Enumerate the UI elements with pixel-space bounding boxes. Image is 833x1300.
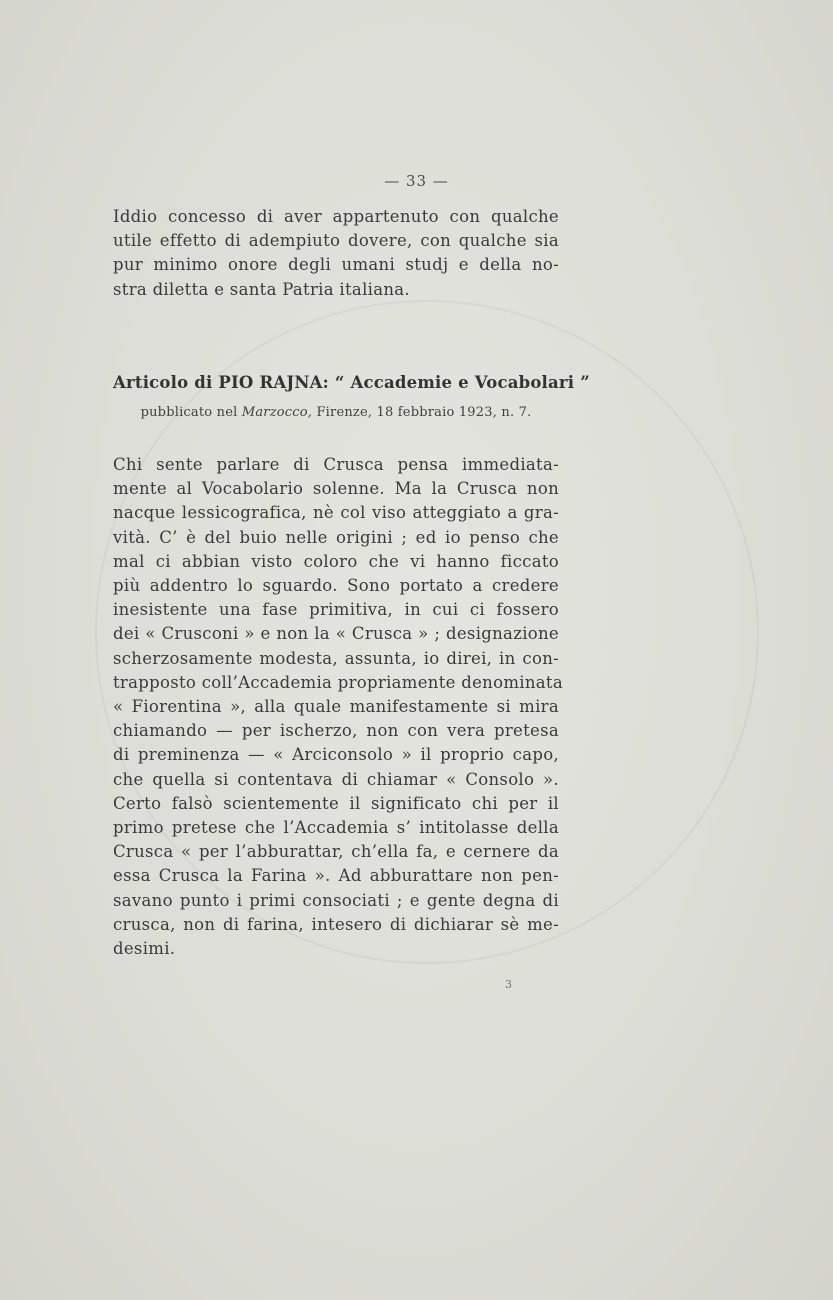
text-line: inesistente una fase primitiva, in cui ci fossero <box>113 600 559 620</box>
text-line: essa Crusca la Farina ». Ad abburattare non pen- <box>113 866 559 886</box>
paragraph-article-body <box>113 453 563 961</box>
text-line: desimi. <box>113 939 176 959</box>
text-line: Iddio concesso di aver appartenuto con qualche <box>113 207 559 226</box>
text-line: Crusca « per l’abburattar, ch’ella fa, e cernere da <box>113 842 559 862</box>
text-line: Chi sente parlare di Crusca pensa immediata- <box>113 455 559 474</box>
text-line: mente al Vocabolario solenne. Ma la Crusca non <box>113 479 559 499</box>
subheading-prefix: pubblicato nel <box>140 405 238 420</box>
text-line: stra diletta e santa Patria italiana. <box>113 279 410 299</box>
text-line: chiamando — per ischerzo, non con vera pretesa <box>113 721 559 741</box>
text-line: di preminenza — « Arciconsolo » il proprio capo, <box>113 745 559 765</box>
text-line: primo pretese che l’Accademia s’ intitolasse della <box>113 818 559 838</box>
text-line: che quella si contentava di chiamar « Consolo ». <box>113 769 559 789</box>
text-line: nacque lessicografica, nè col viso atteggiato a gra- <box>113 503 559 523</box>
text-line: più addentro lo sguardo. Sono portato a credere <box>113 576 559 596</box>
text-line: savano punto i primi consociati ; e gente degna di <box>113 890 559 910</box>
text-line: dei « Crusconi » e non la « Crusca » ; designazione <box>113 624 559 644</box>
paragraph-closing <box>113 205 559 302</box>
text-line: vità. C’ è del buio nelle origini ; ed io penso che <box>113 527 559 547</box>
journal-name: Marzocco, <box>241 405 313 420</box>
text-line: « Fiorentina », alla quale manifestamente si mira <box>113 697 559 717</box>
text-line: trapposto coll’Accademia propriamente denominata <box>113 672 563 692</box>
page-number: — 33 — <box>384 172 449 190</box>
subheading-suffix: Firenze, 18 febbraio 1923, n. 7. <box>316 405 532 420</box>
text-line: utile effetto di adempiuto dovere, con qualche sia <box>113 231 559 251</box>
article-heading: Articolo di PIO RAJNA: “ Accademie e Vocabolari ” <box>113 373 590 392</box>
text-line: scherzosamente modesta, assunta, io direi, in con- <box>113 648 559 668</box>
signature-mark: 3 <box>505 978 512 991</box>
text-line: Certo falsò scientemente il significato chi per il <box>113 793 559 813</box>
text-line: crusca, non di farina, intesero di dichiarar sè me- <box>113 914 559 934</box>
article-subheading <box>113 405 559 420</box>
text-line: mal ci abbian visto coloro che vi hanno ficcato <box>113 551 559 571</box>
text-line: pur minimo onore degli umani studj e della no- <box>113 255 559 275</box>
